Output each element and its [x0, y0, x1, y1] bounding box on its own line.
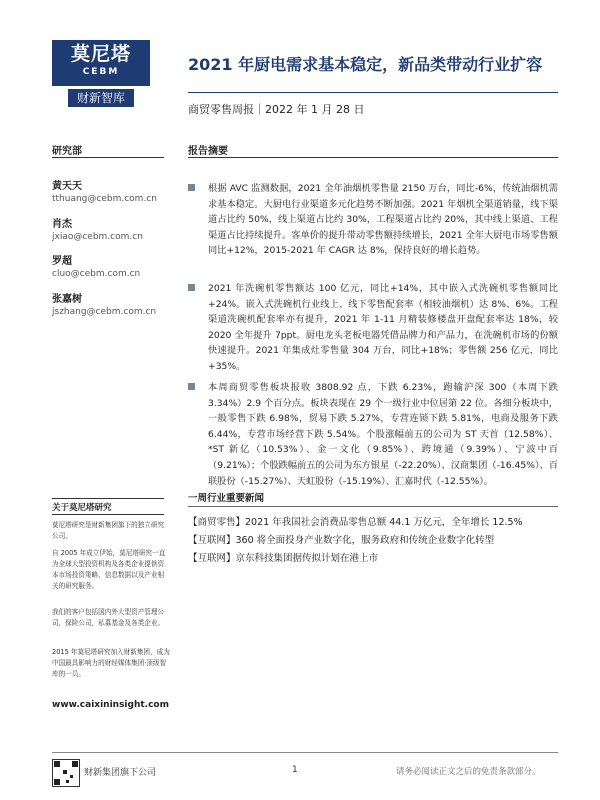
about-paragraph: 2015 年莫尼塔研究加入财新集团，成为中国最具影响力的财经媒体集团·顶级智库的一员。 — [52, 648, 170, 678]
news-item[interactable]: 【商贸零售】2021 年我国社会消费品零售总额 44.1 万亿元，全年增长 12.5% — [188, 517, 523, 528]
summary-heading: 报告摘要 — [188, 146, 228, 157]
about-heading: 关于莫尼塔研究 — [52, 503, 112, 513]
analyst-name: 黄天天 — [52, 181, 82, 192]
qr-cell — [66, 780, 69, 783]
bullet-square-icon — [188, 383, 195, 390]
analyst-card — [52, 180, 178, 206]
analyst-name: 罗超 — [52, 256, 72, 267]
analyst-email[interactable]: jxiao@cebm.com.cn — [52, 232, 143, 242]
summary-bullet — [188, 181, 558, 259]
analyst-card — [52, 218, 178, 244]
research-dept-heading: 研究部 — [52, 146, 82, 157]
analyst-card — [52, 255, 178, 281]
title-divider — [188, 92, 558, 93]
qr-cell — [54, 779, 60, 785]
website-link[interactable]: www.caixininsight.com — [52, 700, 169, 710]
summary-bullet-text: 2021 年洗碗机零售额达 100 亿元，同比+14%，其中嵌入式洗碗机零售额同比+24%。嵌入式洗碗机行业线上、线下零售配套率（相较油烟机）达 8%、6%。工程渠道洗碗机配套率亦有提升，2021 年 1-11 月精装修楼盘开盘配套率达 18%，较 2020 全年提升 7ppt。厨电龙头老板电器凭借品牌力和产品力，在洗碗机市场的份额快速提升。2021 年集成灶零售量 304 万台，同比+18%；零售额 256 亿元，同比+35%。 — [208, 283, 558, 372]
logo-name-cn: 莫尼塔 — [70, 43, 131, 65]
analyst-email[interactable]: jszhang@cebm.com.cn — [52, 307, 157, 317]
logo-name-en: CEBM — [82, 67, 120, 77]
news-item[interactable]: 【互联网】京东科技集团据传拟计划在港上市 — [188, 553, 379, 564]
news-divider — [188, 506, 558, 507]
summary-divider — [188, 157, 558, 158]
about-divider — [52, 514, 164, 515]
qr-cell — [70, 775, 73, 778]
report-subtitle: 商贸零售周报｜2022 年 1 月 28 日 — [188, 103, 365, 116]
news-item[interactable]: 【互联网】360 将全面投身产业数字化，服务政府和传统企业数字化转型 — [188, 535, 495, 546]
qr-cell — [72, 761, 78, 767]
disclaimer-note: 请务必阅读正文之后的免责条款部分。 — [396, 767, 541, 777]
qr-code-icon — [52, 759, 80, 787]
qr-cell — [63, 770, 67, 774]
report-title: 2021 年厨电需求基本稳定，新品类带动行业扩容 — [188, 55, 543, 74]
analyst-email[interactable]: cluo@cebm.com.cn — [52, 269, 141, 279]
analyst-name: 肖杰 — [52, 219, 72, 230]
about-paragraph: 我们的客户包括国内外大型资产管理公司，保险公司，私募基金及各类企业。 — [52, 608, 165, 627]
about-paragraph: 莫尼塔研究是财新集团旗下的独立研究公司。 — [52, 521, 165, 540]
footer-divider — [52, 752, 558, 753]
bullet-square-icon — [188, 184, 195, 191]
qr-cell — [54, 761, 60, 767]
cebm-logo — [52, 40, 150, 120]
about-divider-top — [52, 498, 164, 499]
logo-tagline: 财新智库 — [68, 89, 134, 107]
bullet-square-icon — [188, 284, 195, 291]
news-heading: 一周行业重要新闻 — [188, 493, 265, 504]
sidebar-divider — [52, 157, 164, 158]
summary-bullet-text: 本周商贸零售板块报收 3808.92 点，下跌 6.23%，跑输沪深 300（本周下跌 3.34%）2.9 个百分点。板块表现在 29 个一级行业中位居第 22 位。各细分板块中，一般零售下跌 6.98%，贸易下跌 5.27%，专营连锁下跌 5.81%，电商及服务下跌 6.44%，专营市场经营下跌 5.54%。个股涨幅前五的公司为 ST 天首（12.58%）、*ST 新亿（10.53%）、金一文化（9.85%）、跨境通（9.39%）、宁波中百（9.21%）；个股跌幅前五的公司为东方银星（-22.20%）、汉商集团（-16.45%）、百联股份（-15.27%）、天虹股份（-15.19%）、汇嘉时代（-12.55%）。 — [208, 382, 558, 487]
about-paragraph: 自 2005 年成立伊始，莫尼塔研究一直为全球大型投资机构及各类企业提供资本市场投资策略、信息数据以及产业相关的研究服务。 — [52, 549, 166, 590]
logo-badge — [52, 40, 150, 86]
analyst-card — [52, 293, 178, 319]
footer-company: 财新集团旗下公司 — [84, 768, 157, 778]
page-number: 1 — [292, 765, 298, 775]
summary-bullet-text: 根据 AVC 监测数据，2021 全年油烟机零售量 2150 万台，同比-6%，传统油烟机需求基本稳定。大厨电行业渠道多元化趋势不断加强。2021 年烟机全渠道销量，线下渠道占比约 50%，线上渠道占比约 30%，工程渠道占比约 20%，其中线上渠道、工程渠道占比持续提升。客单价的提升带动零售额持续增长，2021 全年大厨电市场零售额同比+12%，2015-2021 年 CAGR 达 8%，保持良好的增长趋势。 — [208, 183, 558, 257]
analyst-name: 张嘉树 — [52, 294, 82, 305]
analyst-email[interactable]: tthuang@cebm.com.cn — [52, 194, 157, 204]
summary-bullet — [188, 281, 558, 375]
summary-bullet — [188, 380, 558, 489]
